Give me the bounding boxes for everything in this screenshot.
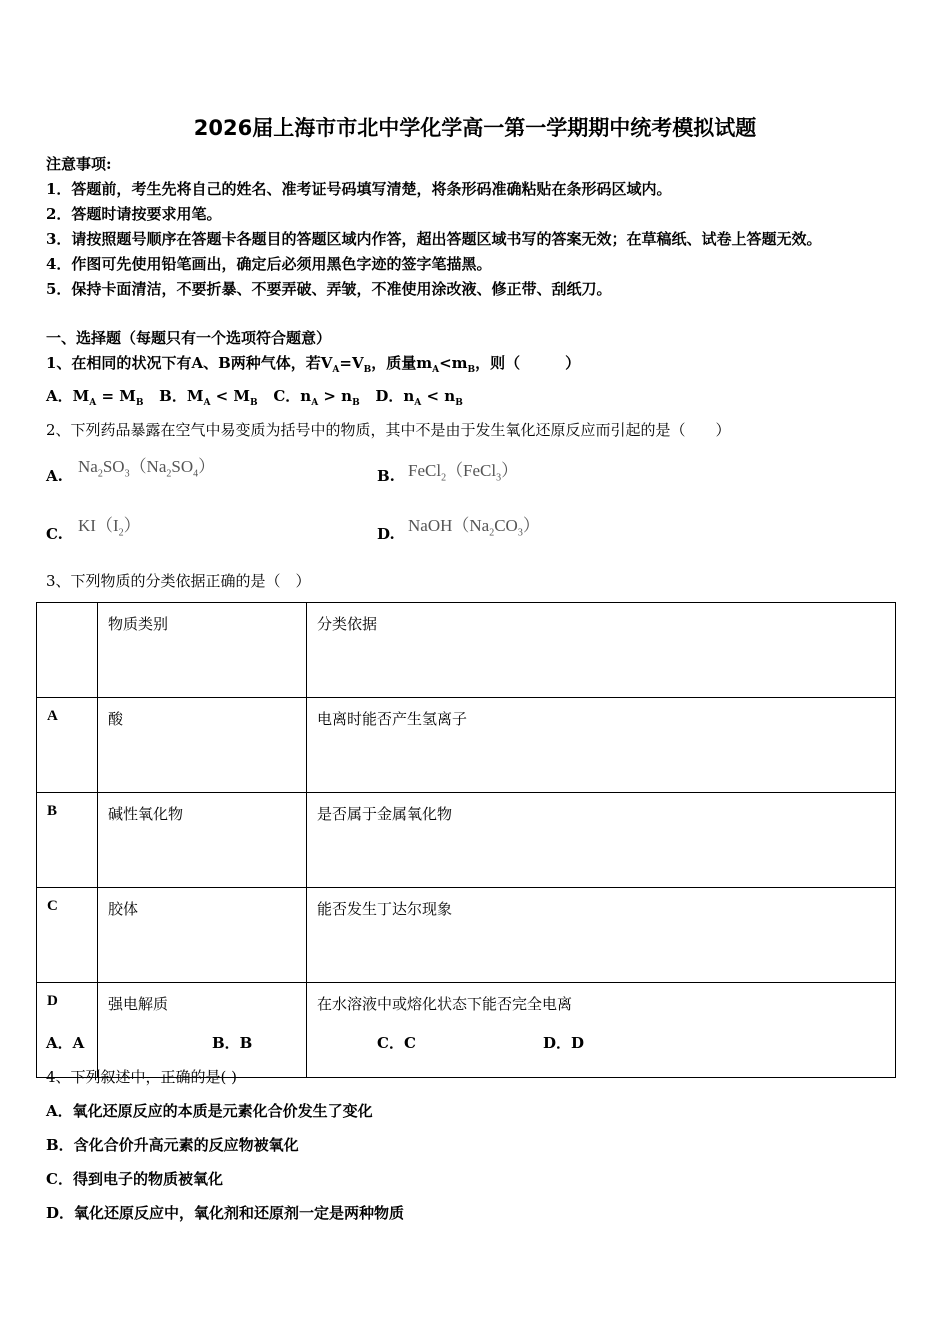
table-cell: 电离时能否产生氢离子 <box>307 698 896 793</box>
option-d: D．$n_A < n_B$ <box>375 387 463 408</box>
section-heading: 一、选择题（每题只有一个选项符合题意） <box>46 329 332 347</box>
option-a: A．$M_A = M_B$ <box>46 387 144 408</box>
table-cell: 在水溶液中或熔化状态下能否完全电离 <box>307 983 896 1078</box>
option-b: B．$M_A < M_B$ <box>159 387 258 408</box>
table-cell: D <box>37 983 98 1078</box>
notice-item: 3．请按照题号顺序在答题卡各题目的答题区域内作答，超出答题区域书写的答案无效；在草稿纸、试卷上答题无效。 <box>46 230 822 248</box>
option-b-label: B. <box>377 467 395 485</box>
table-cell: B <box>37 793 98 888</box>
option-d-label: D. <box>377 525 395 543</box>
option-a: A．氧化还原反应的本质是元素化合价发生了变化 <box>46 1102 373 1120</box>
option-a-label: A. <box>46 467 63 485</box>
question-2-stem: 2、下列药品暴露在空气中易变质为括号中的物质，其中不是由于发生氧化还原反应而引起的是（ ） <box>46 421 731 439</box>
option-c-label: C. <box>46 525 63 543</box>
option-d: D．D <box>543 1034 585 1052</box>
option-b: B．含化合价升高元素的反应物被氧化 <box>46 1136 299 1154</box>
option-c: C．$n_A > n_B$ <box>273 387 360 408</box>
page-title: 2026届上海市市北中学化学高一第一学期期中统考模拟试题 <box>193 116 757 140</box>
table-row <box>37 698 896 793</box>
table-cell: A <box>37 698 98 793</box>
option-b: B．B <box>212 1034 253 1052</box>
option-d: D．氧化还原反应中，氧化剂和还原剂一定是两种物质 <box>46 1204 405 1222</box>
table-row <box>37 793 896 888</box>
question-4-stem: 4、下列叙述中，正确的是( ) <box>46 1068 238 1086</box>
table-cell: 能否发生丁达尔现象 <box>307 888 896 983</box>
table-cell: C <box>37 888 98 983</box>
table-cell: 分类依据 <box>307 603 896 698</box>
option-c: C．得到电子的物质被氧化 <box>46 1170 223 1188</box>
notice-heading: 注意事项: <box>46 155 112 173</box>
table-cell: 强电解质 <box>98 983 307 1078</box>
option-b-formula: FeCl$_2$（FeCl$_3$） <box>408 461 519 484</box>
option-a-formula: $Na_2SO_3(Na_2SO_4)$ <box>78 457 216 480</box>
notice-item: 1．答题前，考生先将自己的姓名、准考证号码填写清楚，将条形码准确粘贴在条形码区域内。 <box>46 180 672 198</box>
table-cell <box>37 603 98 698</box>
table-row <box>37 983 896 1078</box>
option-c-formula: $KI(I_2)$ <box>78 516 141 539</box>
table-header-row <box>37 603 896 698</box>
option-d-formula: $NaOH(Na_2CO_3)$ <box>408 516 540 539</box>
table-cell: 是否属于金属氧化物 <box>307 793 896 888</box>
question-3-stem: 3、下列物质的分类依据正确的是（ ） <box>46 572 311 590</box>
classification-table <box>36 602 896 1078</box>
question-1-options <box>46 385 463 408</box>
table-cell: 物质类别 <box>98 603 307 698</box>
notice-item: 2．答题时请按要求用笔。 <box>46 205 222 223</box>
question-1-stem: 1、在相同的状况下有A、B两种气体，若$V_A=V_B$，质量$m_A<m_B$，则（ ） <box>46 354 581 375</box>
notice-item: 5．保持卡面清洁，不要折暴、不要弄破、弄皱，不准使用涂改液、修正带、刮纸刀。 <box>46 280 612 298</box>
table-cell: 碱性氧化物 <box>98 793 307 888</box>
table-cell: 酸 <box>98 698 307 793</box>
notice-item: 4．作图可先使用铅笔画出，确定后必须用黑色字迹的签字笔描黑。 <box>46 255 492 273</box>
option-c: C．C <box>377 1034 416 1052</box>
table-row <box>37 888 896 983</box>
option-a: A．A <box>46 1034 85 1052</box>
table-cell: 胶体 <box>98 888 307 983</box>
